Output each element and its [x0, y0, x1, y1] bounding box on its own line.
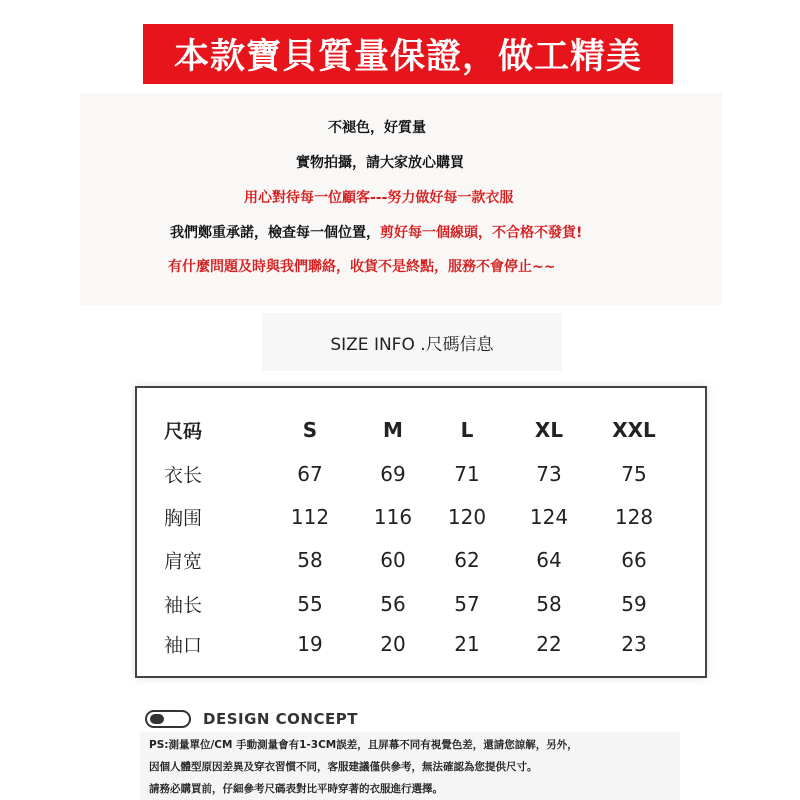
design-concept-header: [145, 710, 358, 728]
table-cell: 60: [380, 548, 406, 572]
table-cell: 56: [380, 592, 406, 616]
notice-panel: [80, 93, 722, 305]
table-cell: 20: [380, 632, 406, 656]
quality-banner: 本款寶貝質量保證，做工精美: [143, 24, 673, 84]
table-cell: 64: [536, 548, 562, 572]
row-label: 衣长: [164, 464, 203, 487]
size-col-m: M: [383, 418, 403, 442]
size-col-xl: XL: [534, 418, 564, 442]
row-label: 肩宽: [164, 550, 203, 573]
table-cell: 59: [621, 592, 647, 616]
ps-note-panel: [140, 732, 680, 800]
size-table: [135, 386, 707, 678]
table-cell: 19: [297, 632, 323, 656]
notice-line-2: 實物拍攝，請大家放心購買: [296, 155, 464, 171]
table-cell: 112: [290, 505, 330, 529]
size-info-heading: SIZE INFO .尺碼信息: [262, 313, 562, 371]
notice-line-3: 用心對待每一位顧客---努力做好每一款衣服: [244, 190, 514, 206]
row-label: 胸围: [164, 507, 203, 530]
table-cell: 23: [621, 632, 647, 656]
notice-line-4: [80, 222, 800, 242]
table-cell: 120: [447, 505, 487, 529]
table-cell: 57: [454, 592, 480, 616]
table-cell: 71: [454, 462, 480, 486]
table-cell: 55: [297, 592, 323, 616]
table-cell: 75: [621, 462, 647, 486]
size-col-xxl: XXL: [612, 418, 656, 442]
table-cell: 21: [454, 632, 480, 656]
table-cell: 73: [536, 462, 562, 486]
ps-line-2: 因個人體型原因差異及穿衣習慣不同，客服建議僅供參考，無法確認為您提供尺寸。: [149, 761, 538, 773]
table-cell: 128: [614, 505, 654, 529]
ps-line-1: PS:測量單位/CM 手動測量會有1-3CM誤差，且屏幕不同有視覺色差，還請您諒解，另外，: [149, 739, 578, 751]
table-cell: 116: [373, 505, 413, 529]
table-cell: 124: [529, 505, 569, 529]
notice-line-1: 不褪色，好質量: [328, 120, 426, 136]
size-col-l: L: [460, 418, 474, 442]
ps-line-3: 請務必購買前，仔細參考尺碼表對比平時穿著的衣服進行選擇。: [149, 783, 443, 795]
size-header-label: 尺码: [164, 420, 203, 443]
row-label: 袖长: [164, 594, 203, 617]
table-cell: 58: [536, 592, 562, 616]
size-col-s: S: [302, 418, 318, 442]
notice-line-4-red: 剪好每一個線頭，不合格不發貨!: [380, 225, 583, 241]
table-cell: 69: [380, 462, 406, 486]
table-cell: 58: [297, 548, 323, 572]
table-cell: 67: [297, 462, 323, 486]
design-concept-title: DESIGN CONCEPT: [203, 710, 358, 728]
notice-line-5: 有什麼問題及時與我們聯絡，收貨不是終點，服務不會停止~~: [168, 259, 556, 275]
toggle-icon: [145, 710, 191, 728]
table-cell: 62: [454, 548, 480, 572]
notice-line-4-dark: 我們鄭重承諾，檢查每一個位置，: [170, 225, 380, 241]
table-cell: 66: [621, 548, 647, 572]
row-label: 袖口: [164, 634, 203, 657]
table-cell: 22: [536, 632, 562, 656]
